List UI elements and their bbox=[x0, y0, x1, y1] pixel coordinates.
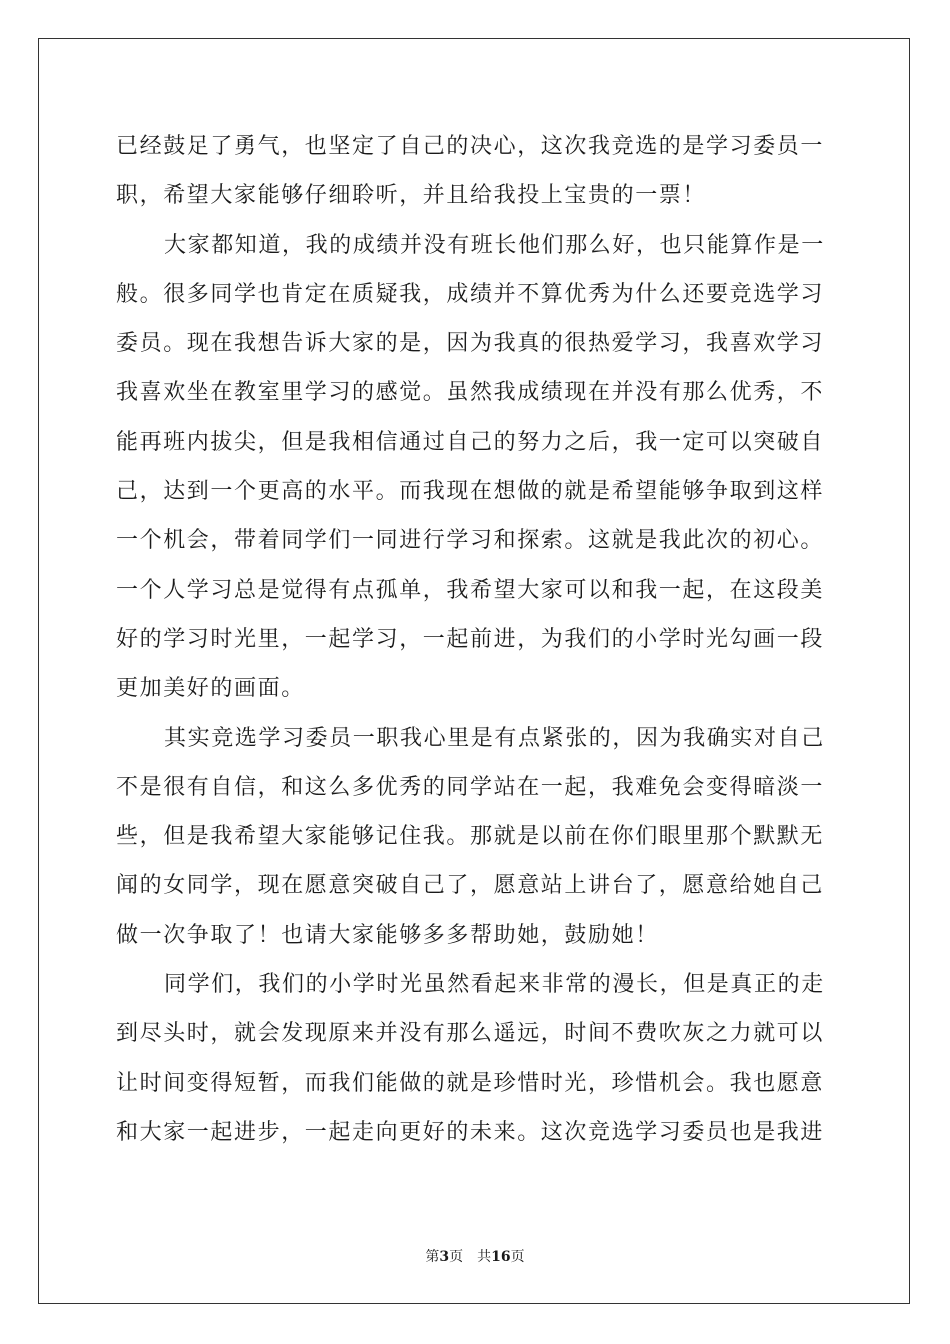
text-line: 般。很多同学也肯定在质疑我，成绩并不算优秀为什么还要竞选学习 bbox=[116, 281, 825, 307]
text-line: 一个机会，带着同学们一同进行学习和探索。这就是我此次的初心。 bbox=[116, 528, 825, 554]
text-line: 一个人学习总是觉得有点孤单，我希望大家可以和我一起，在这段美 bbox=[116, 577, 825, 603]
text-line: 让时间变得短暂，而我们能做的就是珍惜时光，珍惜机会。我也愿意 bbox=[116, 1070, 825, 1096]
text-line: 职，希望大家能够仔细聆听，并且给我投上宝贵的一票！ bbox=[116, 183, 707, 209]
total-suffix: 页 bbox=[510, 1249, 525, 1265]
text-line: 好的学习时光里，一起学习，一起前进，为我们的小学时光勾画一段 bbox=[116, 626, 825, 652]
text-line: 我喜欢坐在教室里学习的感觉。虽然我成绩现在并没有那么优秀，不 bbox=[116, 380, 825, 406]
text-line: 些，但是我希望大家能够记住我。那就是以前在你们眼里那个默默无 bbox=[116, 824, 825, 850]
text-line: 已经鼓足了勇气，也坚定了自己的决心，这次我竞选的是学习委员一 bbox=[116, 134, 825, 159]
text-line: 更加美好的画面。 bbox=[116, 676, 305, 702]
text-line: 到尽头时，就会发现原来并没有那么遥远，时间不费吹灰之力就可以 bbox=[116, 1021, 825, 1047]
text-line: 大家都知道，我的成绩并没有班长他们那么好，也只能算作是一 bbox=[164, 232, 825, 258]
page-number: 3 bbox=[439, 1249, 450, 1265]
total-prefix: 共 bbox=[477, 1249, 492, 1265]
text-line: 同学们，我们的小学时光虽然看起来非常的漫长，但是真正的走 bbox=[164, 972, 825, 998]
page-suffix: 页 bbox=[449, 1249, 464, 1265]
page-prefix: 第 bbox=[425, 1249, 440, 1265]
text-line: 和大家一起进步，一起走向更好的未来。这次竞选学习委员也是我进 bbox=[116, 1119, 825, 1145]
text-line: 委员。现在我想告诉大家的是，因为我真的很热爱学习，我喜欢学习 bbox=[116, 331, 825, 357]
page-footer bbox=[0, 1246, 950, 1266]
text-line: 能再班内拔尖，但是我相信通过自己的努力之后，我一定可以突破自 bbox=[116, 429, 825, 455]
text-line: 其实竞选学习委员一职我心里是有点紧张的，因为我确实对自己 bbox=[164, 725, 825, 751]
total-pages: 16 bbox=[491, 1249, 511, 1265]
text-line: 己，达到一个更高的水平。而我现在想做的就是希望能够争取到这样 bbox=[116, 479, 825, 505]
text-line: 不是很有自信，和这么多优秀的同学站在一起，我难免会变得暗淡一 bbox=[116, 774, 825, 800]
document-body bbox=[116, 122, 836, 1157]
text-line: 做一次争取了！也请大家能够多多帮助她，鼓励她！ bbox=[116, 922, 659, 948]
text-line: 闻的女同学，现在愿意突破自己了，愿意站上讲台了，愿意给她自己 bbox=[116, 873, 825, 899]
